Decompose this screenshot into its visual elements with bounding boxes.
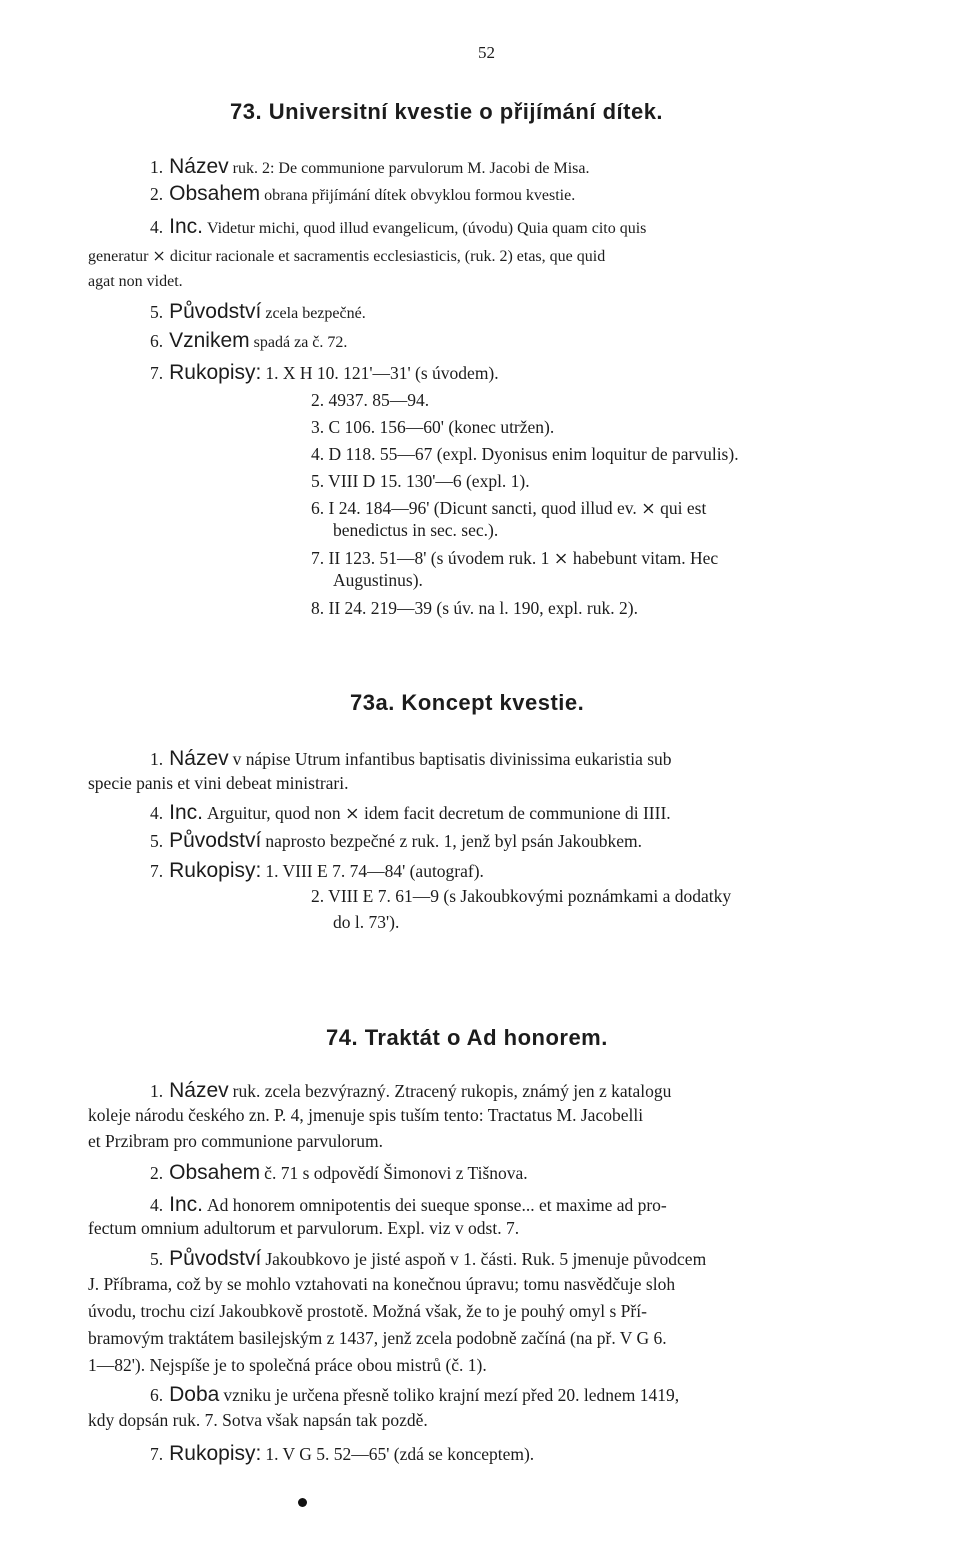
sec74-doba-cont: kdy dopsán ruk. 7. Sotva však napsán tak pozdě.: [88, 1410, 428, 1430]
section-74-heading: 74. Traktát o Ad honorem.: [326, 1025, 608, 1050]
sec74-line-obsahem: [150, 1162, 528, 1183]
field-text: 1. VIII E 7. 74—84' (autograf).: [265, 861, 484, 881]
sec74-puvodstvi-cont: 1—82'). Nejspíše je to společná práce obou mistrů (č. 1).: [88, 1355, 487, 1375]
item-number: 2.: [150, 184, 164, 204]
bullet-mark: [298, 1498, 307, 1507]
field-label: Obsahem: [169, 1161, 261, 1184]
field-label: Vznikem: [169, 329, 250, 352]
item-number: 7.: [150, 1444, 164, 1464]
manuscript-item: 4. D 118. 55—67 (expl. Dyonisus enim loquitur de parvulis).: [311, 444, 739, 464]
field-text: Arguitur, quod non ⨯ idem facit decretum de communione di IIII.: [206, 803, 671, 823]
field-text: Videtur michi, quod illud evangelicum, (úvodu) Quia quam cito quis: [206, 220, 647, 237]
field-label: Inc.: [169, 215, 203, 238]
field-label: Obsahem: [169, 182, 261, 205]
item-number: 6.: [150, 1385, 164, 1405]
sec74-puvodstvi-cont: bramovým traktátem basilejským z 1437, jenž zcela podobně začíná (na př. V G 6.: [88, 1328, 667, 1348]
manuscript-item: 8. II 24. 219—39 (s úv. na l. 190, expl. ruk. 2).: [311, 598, 638, 618]
field-label: Inc.: [169, 1193, 203, 1216]
sec74-line-doba: [150, 1384, 679, 1405]
sec73-line-inc: [150, 216, 646, 237]
manuscript-item: 2. 4937. 85—94.: [311, 390, 430, 410]
field-text: vzniku je určena přesně toliko krajní mezí před 20. lednem 1419,: [223, 1385, 680, 1405]
field-label: Původství: [169, 1247, 262, 1270]
sec74-line-nazev: [150, 1080, 671, 1101]
field-label: Název: [169, 155, 229, 178]
field-text: 1. X H 10. 121'—31' (s úvodem).: [265, 363, 499, 383]
item-number: 5.: [150, 831, 164, 851]
field-text: v nápise Utrum infantibus baptisatis divinissima eukaristia sub: [232, 749, 672, 769]
field-label: Rukopisy:: [169, 1442, 262, 1465]
field-text: ruk. zcela bezvýrazný. Ztracený rukopis, známý jen z katalogu: [232, 1081, 672, 1101]
manuscript-item: 3. C 106. 156—60' (konec utržen).: [311, 417, 555, 437]
item-number: 1.: [150, 157, 164, 177]
item-number: 5.: [150, 302, 164, 322]
manuscript-item-cont: Augustinus).: [333, 570, 423, 590]
item-number: 4.: [150, 803, 164, 823]
sec73a-nazev-cont: specie panis et vini debeat ministrari.: [88, 773, 349, 793]
sec74-inc-cont: fectum omnium adultorum et parvulorum. Expl. viz v odst. 7.: [88, 1218, 520, 1238]
sec73a-line-rukopisy: [150, 860, 484, 881]
sec73a-line-nazev: [150, 748, 672, 769]
sec74-line-puvodstvi: [150, 1248, 706, 1269]
section-73-heading: 73. Universitní kvestie o přijímání dítek.: [230, 99, 664, 124]
sec74-puvodstvi-cont: úvodu, trochu cizí Jakoubkově prostotě. Možná však, že to je pouhý omyl s Pří-: [88, 1301, 647, 1321]
field-label: Původství: [169, 829, 262, 852]
item-number: 7.: [150, 363, 164, 383]
sec73-line-obsahem: [150, 183, 575, 204]
sec73-line-nazev: [150, 156, 589, 177]
manuscript-item: 7. II 123. 51—8' (s úvodem ruk. 1 ⨯ habebunt vitam. Hec: [311, 548, 719, 568]
field-label: Rukopisy:: [169, 361, 262, 384]
sec73-inc-cont: generatur ⨯ dicitur racionale et sacramentis ecclesiasticis, (ruk. 2) etas, que quid: [88, 248, 606, 265]
field-text: obrana přijímání dítek obvyklou formou kvestie.: [264, 187, 576, 204]
manuscript-item-cont: benedictus in sec. sec.).: [333, 520, 499, 540]
sec73-line-rukopisy: [150, 362, 499, 383]
item-number: 7.: [150, 861, 164, 881]
sec73a-line-puvodstvi: [150, 830, 642, 851]
sec74-line-inc: [150, 1194, 667, 1215]
field-text: zcela bezpečné.: [265, 305, 366, 322]
manuscript-item: 2. VIII E 7. 61—9 (s Jakoubkovými poznámkami a dodatky: [311, 886, 732, 906]
section-73a-heading: 73a. Koncept kvestie.: [350, 690, 585, 715]
item-number: 2.: [150, 1163, 164, 1183]
field-text: Ad honorem omnipotentis dei sueque sponse... et maxime ad pro-: [206, 1195, 667, 1215]
field-text: 1. V G 5. 52—65' (zdá se konceptem).: [265, 1444, 535, 1464]
field-label: Původství: [169, 300, 262, 323]
field-label: Rukopisy:: [169, 859, 262, 882]
sec74-puvodstvi-cont: J. Příbrama, což by se mohlo vztahovati na konečnou úpravu; tomu nasvědčuje sloh: [88, 1274, 676, 1294]
sec73a-line-inc: [150, 802, 671, 823]
sec74-line-rukopisy: [150, 1443, 534, 1464]
item-number: 1.: [150, 1081, 164, 1101]
item-number: 6.: [150, 331, 164, 351]
page-number: 52: [478, 43, 495, 62]
item-number: 4.: [150, 217, 164, 237]
manuscript-item-cont: do l. 73').: [333, 912, 400, 932]
sec74-nazev-cont: et Przibram pro communione parvulorum.: [88, 1131, 383, 1151]
item-number: 1.: [150, 749, 164, 769]
field-text: ruk. 2: De communione parvulorum M. Jacobi de Misa.: [232, 160, 590, 177]
item-number: 4.: [150, 1195, 164, 1215]
item-number: 5.: [150, 1249, 164, 1269]
sec73-line-puvodstvi: [150, 301, 366, 322]
sec74-nazev-cont: koleje národu českého zn. P. 4, jmenuje spis tuším tento: Tractatus M. Jacobelli: [88, 1105, 644, 1125]
field-label: Doba: [169, 1383, 220, 1406]
field-label: Název: [169, 747, 229, 770]
field-label: Název: [169, 1079, 229, 1102]
field-label: Inc.: [169, 801, 203, 824]
field-text: Jakoubkovo je jisté aspoň v 1. části. Ruk. 5 jmenuje původcem: [265, 1249, 707, 1269]
field-text: naprosto bezpečné z ruk. 1, jenž byl psán Jakoubkem.: [265, 831, 642, 851]
sec73-line-vznikem: [150, 330, 347, 351]
sec73-inc-cont: agat non videt.: [88, 273, 183, 290]
manuscript-item: 6. I 24. 184—96' (Dicunt sancti, quod illud ev. ⨯ qui est: [311, 498, 707, 518]
manuscript-item: 5. VIII D 15. 130'—6 (expl. 1).: [311, 471, 530, 491]
field-text: spadá za č. 72.: [253, 334, 348, 351]
field-text: č. 71 s odpovědí Šimonovi z Tišnova.: [264, 1163, 528, 1183]
